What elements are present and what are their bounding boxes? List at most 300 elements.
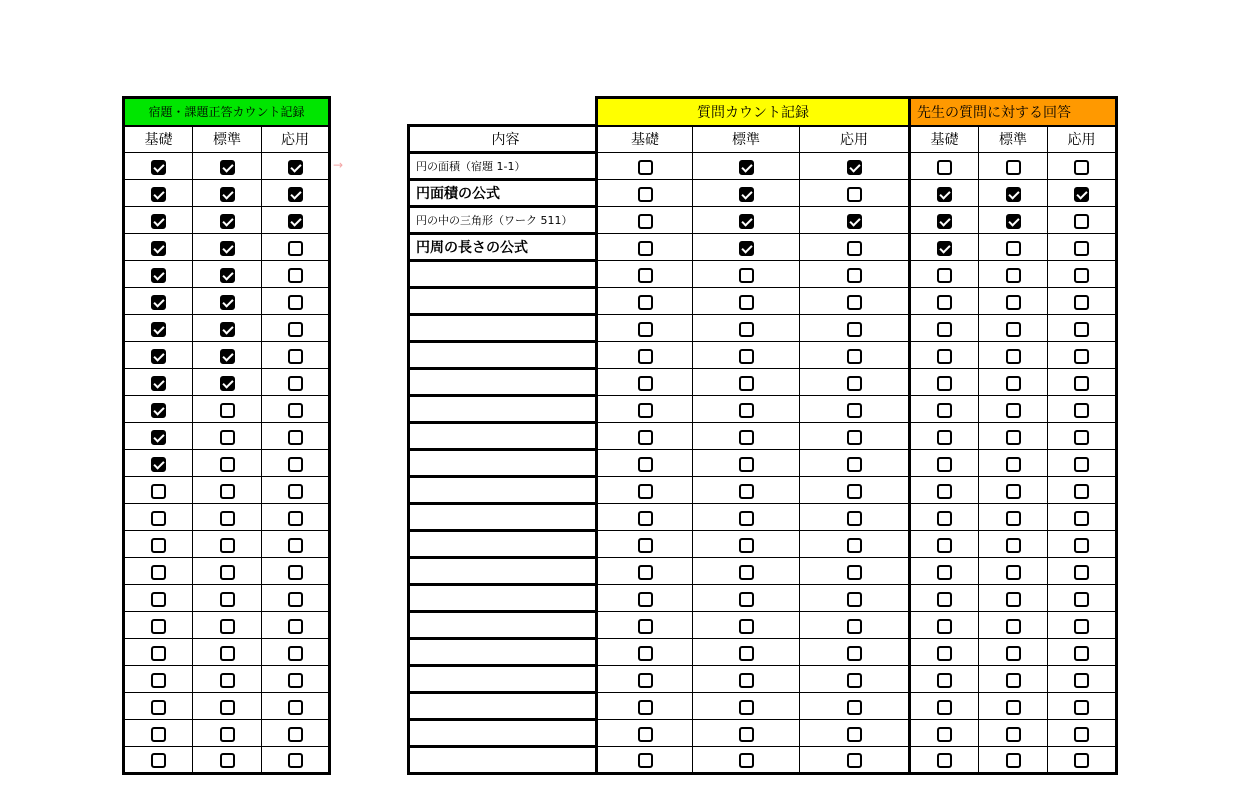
answer-applied-checkbox[interactable] [1074, 511, 1089, 526]
content-cell[interactable] [409, 558, 597, 585]
checkbox-cell [693, 261, 800, 288]
question-standard-checkbox[interactable] [739, 457, 754, 472]
question-basic-checkbox[interactable] [638, 430, 653, 445]
homework-applied-checkbox[interactable] [288, 484, 303, 499]
question-applied-checkbox[interactable] [847, 538, 862, 553]
content-cell[interactable] [409, 450, 597, 477]
homework-basic-checkbox[interactable] [151, 619, 166, 634]
question-applied-checkbox[interactable] [847, 511, 862, 526]
content-cell[interactable] [409, 288, 597, 315]
homework-applied-checkbox[interactable] [288, 187, 303, 202]
homework-standard-checkbox[interactable] [220, 241, 235, 256]
question-applied-checkbox[interactable] [847, 430, 862, 445]
answer-applied-checkbox[interactable] [1074, 727, 1089, 742]
question-basic-checkbox[interactable] [638, 484, 653, 499]
answer-basic-checkbox[interactable] [937, 565, 952, 580]
homework-applied-checkbox[interactable] [288, 592, 303, 607]
question-applied-checkbox[interactable] [847, 753, 862, 768]
checkbox-cell [597, 342, 693, 369]
answer-standard-checkbox[interactable] [1006, 160, 1021, 175]
answer-applied-checkbox[interactable] [1074, 187, 1089, 202]
checkbox-cell [693, 558, 800, 585]
content-cell[interactable]: 円の中の三角形（ワーク 511） [409, 207, 597, 234]
checkbox-cell [193, 693, 262, 720]
header-applied: 応用 [262, 126, 330, 153]
question-basic-checkbox[interactable] [638, 322, 653, 337]
question-basic-checkbox[interactable] [638, 187, 653, 202]
question-standard-checkbox[interactable] [739, 268, 754, 283]
answer-basic-checkbox[interactable] [937, 187, 952, 202]
question-basic-checkbox[interactable] [638, 673, 653, 688]
content-cell[interactable] [409, 639, 597, 666]
homework-applied-checkbox[interactable] [288, 565, 303, 580]
question-standard-checkbox[interactable] [739, 376, 754, 391]
checkbox-cell [979, 531, 1048, 558]
homework-applied-checkbox[interactable] [288, 268, 303, 283]
question-basic-checkbox[interactable] [638, 268, 653, 283]
question-basic-checkbox[interactable] [638, 565, 653, 580]
answer-basic-checkbox[interactable] [937, 160, 952, 175]
answer-applied-checkbox[interactable] [1074, 349, 1089, 364]
checkbox-cell [979, 288, 1048, 315]
checkbox-cell [800, 234, 910, 261]
homework-applied-checkbox[interactable] [288, 430, 303, 445]
question-standard-checkbox[interactable] [739, 511, 754, 526]
answer-basic-checkbox[interactable] [937, 241, 952, 256]
answer-standard-checkbox[interactable] [1006, 295, 1021, 310]
homework-standard-checkbox[interactable] [220, 457, 235, 472]
question-standard-checkbox[interactable] [739, 187, 754, 202]
checkbox-cell [910, 639, 979, 666]
homework-applied-checkbox[interactable] [288, 160, 303, 175]
homework-basic-checkbox[interactable] [151, 403, 166, 418]
homework-applied-checkbox[interactable] [288, 214, 303, 229]
answer-standard-checkbox[interactable] [1006, 187, 1021, 202]
checkbox-cell [597, 639, 693, 666]
checkbox-cell [693, 720, 800, 747]
homework-basic-checkbox[interactable] [151, 673, 166, 688]
homework-basic-checkbox[interactable] [151, 565, 166, 580]
question-applied-checkbox[interactable] [847, 700, 862, 715]
question-standard-checkbox[interactable] [739, 565, 754, 580]
homework-applied-checkbox[interactable] [288, 673, 303, 688]
answer-basic-checkbox[interactable] [937, 322, 952, 337]
checkbox-cell [1048, 531, 1117, 558]
question-applied-checkbox[interactable] [847, 322, 862, 337]
homework-basic-checkbox[interactable] [151, 592, 166, 607]
answer-basic-checkbox[interactable] [937, 753, 952, 768]
answer-basic-checkbox[interactable] [937, 457, 952, 472]
answer-basic-checkbox[interactable] [937, 538, 952, 553]
homework-basic-checkbox[interactable] [151, 241, 166, 256]
table-row [409, 261, 1117, 288]
question-standard-checkbox[interactable] [739, 646, 754, 661]
homework-standard-checkbox[interactable] [220, 322, 235, 337]
question-applied-checkbox[interactable] [847, 457, 862, 472]
table-row [124, 315, 330, 342]
answer-applied-checkbox[interactable] [1074, 700, 1089, 715]
content-cell[interactable] [409, 396, 597, 423]
question-applied-checkbox[interactable] [847, 565, 862, 580]
homework-basic-checkbox[interactable] [151, 214, 166, 229]
content-cell[interactable] [409, 747, 597, 774]
question-standard-checkbox[interactable] [739, 403, 754, 418]
checkbox-cell [124, 207, 193, 234]
homework-standard-checkbox[interactable] [220, 160, 235, 175]
checkbox-cell [1048, 666, 1117, 693]
question-applied-checkbox[interactable] [847, 646, 862, 661]
homework-standard-checkbox[interactable] [220, 646, 235, 661]
checkbox-cell [979, 693, 1048, 720]
table-row [409, 288, 1117, 315]
checkbox-cell [1048, 639, 1117, 666]
question-standard-checkbox[interactable] [739, 295, 754, 310]
homework-basic-checkbox[interactable] [151, 376, 166, 391]
table-row [409, 639, 1117, 666]
homework-basic-checkbox[interactable] [151, 538, 166, 553]
homework-standard-checkbox[interactable] [220, 673, 235, 688]
content-cell[interactable] [409, 369, 597, 396]
homework-applied-checkbox[interactable] [288, 727, 303, 742]
answer-applied-checkbox[interactable] [1074, 376, 1089, 391]
checkbox-cell [193, 342, 262, 369]
homework-applied-checkbox[interactable] [288, 538, 303, 553]
table-row [409, 720, 1117, 747]
question-basic-checkbox[interactable] [638, 727, 653, 742]
checkbox-cell [693, 585, 800, 612]
answer-standard-checkbox[interactable] [1006, 322, 1021, 337]
table-row [409, 369, 1117, 396]
homework-standard-checkbox[interactable] [220, 214, 235, 229]
checkbox-cell [910, 747, 979, 774]
content-cell[interactable] [409, 423, 597, 450]
answer-applied-checkbox[interactable] [1074, 565, 1089, 580]
question-standard-checkbox[interactable] [739, 349, 754, 364]
checkbox-cell [597, 558, 693, 585]
question-basic-checkbox[interactable] [638, 403, 653, 418]
question-applied-checkbox[interactable] [847, 241, 862, 256]
homework-applied-checkbox[interactable] [288, 403, 303, 418]
question-standard-checkbox[interactable] [739, 430, 754, 445]
content-cell[interactable] [409, 693, 597, 720]
homework-basic-checkbox[interactable] [151, 322, 166, 337]
question-applied-checkbox[interactable] [847, 619, 862, 634]
homework-standard-checkbox[interactable] [220, 511, 235, 526]
checkbox-cell [193, 585, 262, 612]
question-basic-checkbox[interactable] [638, 592, 653, 607]
answer-basic-checkbox[interactable] [937, 727, 952, 742]
table-row [409, 207, 1117, 234]
a-header-standard: 標準 [979, 126, 1048, 153]
checkbox-cell [800, 261, 910, 288]
answer-standard-checkbox[interactable] [1006, 430, 1021, 445]
answer-standard-checkbox[interactable] [1006, 646, 1021, 661]
question-standard-checkbox[interactable] [739, 673, 754, 688]
content-cell[interactable] [409, 666, 597, 693]
question-basic-checkbox[interactable] [638, 511, 653, 526]
answer-standard-checkbox[interactable] [1006, 349, 1021, 364]
question-basic-checkbox[interactable] [638, 241, 653, 256]
checkbox-cell [693, 396, 800, 423]
answer-applied-checkbox[interactable] [1074, 673, 1089, 688]
homework-standard-checkbox[interactable] [220, 619, 235, 634]
homework-applied-checkbox[interactable] [288, 511, 303, 526]
answer-applied-checkbox[interactable] [1074, 160, 1089, 175]
checkbox-cell [979, 180, 1048, 207]
content-cell[interactable] [409, 342, 597, 369]
question-basic-checkbox[interactable] [638, 457, 653, 472]
checkbox-cell [597, 261, 693, 288]
homework-basic-checkbox[interactable] [151, 268, 166, 283]
checkbox-cell [262, 396, 330, 423]
checkbox-cell [124, 315, 193, 342]
question-standard-checkbox[interactable] [739, 322, 754, 337]
answer-basic-checkbox[interactable] [937, 430, 952, 445]
answer-basic-checkbox[interactable] [937, 619, 952, 634]
answer-basic-checkbox[interactable] [937, 646, 952, 661]
table-row [124, 450, 330, 477]
checkbox-cell [262, 288, 330, 315]
question-basic-checkbox[interactable] [638, 538, 653, 553]
homework-standard-checkbox[interactable] [220, 484, 235, 499]
content-cell[interactable] [409, 477, 597, 504]
homework-basic-checkbox[interactable] [151, 484, 166, 499]
content-cell[interactable]: 円の面積（宿題 1-1） [409, 153, 597, 180]
homework-applied-checkbox[interactable] [288, 457, 303, 472]
question-basic-checkbox[interactable] [638, 349, 653, 364]
question-applied-checkbox[interactable] [847, 727, 862, 742]
checkbox-cell [979, 153, 1048, 180]
question-standard-checkbox[interactable] [739, 619, 754, 634]
homework-applied-checkbox[interactable] [288, 241, 303, 256]
answer-standard-checkbox[interactable] [1006, 538, 1021, 553]
table-row [124, 558, 330, 585]
homework-standard-checkbox[interactable] [220, 376, 235, 391]
answer-basic-checkbox[interactable] [937, 214, 952, 229]
content-cell[interactable] [409, 531, 597, 558]
answer-standard-checkbox[interactable] [1006, 700, 1021, 715]
question-standard-checkbox[interactable] [739, 160, 754, 175]
answer-applied-checkbox[interactable] [1074, 430, 1089, 445]
question-applied-checkbox[interactable] [847, 403, 862, 418]
content-cell[interactable] [409, 315, 597, 342]
checkbox-cell [193, 477, 262, 504]
content-cell[interactable] [409, 720, 597, 747]
question-basic-checkbox[interactable] [638, 160, 653, 175]
content-cell[interactable] [409, 504, 597, 531]
answer-standard-checkbox[interactable] [1006, 619, 1021, 634]
checkbox-cell [124, 720, 193, 747]
homework-standard-checkbox[interactable] [220, 295, 235, 310]
checkbox-cell [1048, 207, 1117, 234]
homework-standard-checkbox[interactable] [220, 565, 235, 580]
answer-standard-checkbox[interactable] [1006, 484, 1021, 499]
homework-basic-checkbox[interactable] [151, 160, 166, 175]
homework-standard-checkbox[interactable] [220, 753, 235, 768]
answer-standard-checkbox[interactable] [1006, 673, 1021, 688]
answer-applied-checkbox[interactable] [1074, 295, 1089, 310]
question-basic-checkbox[interactable] [638, 646, 653, 661]
answer-standard-checkbox[interactable] [1006, 403, 1021, 418]
answer-applied-checkbox[interactable] [1074, 592, 1089, 607]
homework-applied-checkbox[interactable] [288, 619, 303, 634]
checkbox-cell [193, 450, 262, 477]
checkbox-cell [800, 450, 910, 477]
homework-basic-checkbox[interactable] [151, 511, 166, 526]
answer-standard-checkbox[interactable] [1006, 268, 1021, 283]
answer-standard-checkbox[interactable] [1006, 753, 1021, 768]
homework-applied-checkbox[interactable] [288, 753, 303, 768]
answer-applied-checkbox[interactable] [1074, 457, 1089, 472]
content-cell[interactable] [409, 612, 597, 639]
question-basic-checkbox[interactable] [638, 753, 653, 768]
checkbox-cell [597, 477, 693, 504]
homework-basic-checkbox[interactable] [151, 295, 166, 310]
homework-applied-checkbox[interactable] [288, 646, 303, 661]
a-header-basic: 基礎 [910, 126, 979, 153]
question-basic-checkbox[interactable] [638, 295, 653, 310]
checkbox-cell [597, 207, 693, 234]
checkbox-cell [910, 666, 979, 693]
question-standard-checkbox[interactable] [739, 538, 754, 553]
answer-basic-checkbox[interactable] [937, 349, 952, 364]
homework-standard-checkbox[interactable] [220, 592, 235, 607]
checkbox-cell [910, 450, 979, 477]
homework-basic-checkbox[interactable] [151, 349, 166, 364]
answer-applied-checkbox[interactable] [1074, 538, 1089, 553]
question-applied-checkbox[interactable] [847, 673, 862, 688]
answer-applied-checkbox[interactable] [1074, 214, 1089, 229]
checkbox-cell [979, 558, 1048, 585]
checkbox-cell [124, 423, 193, 450]
question-standard-checkbox[interactable] [739, 753, 754, 768]
homework-standard-checkbox[interactable] [220, 538, 235, 553]
checkbox-cell [597, 450, 693, 477]
checkbox-cell [597, 531, 693, 558]
checkbox-cell [800, 531, 910, 558]
checkbox-cell [597, 585, 693, 612]
homework-basic-checkbox[interactable] [151, 187, 166, 202]
answer-basic-checkbox[interactable] [937, 403, 952, 418]
question-applied-checkbox[interactable] [847, 187, 862, 202]
table-row [124, 207, 330, 234]
checkbox-cell [800, 180, 910, 207]
table-row [409, 558, 1117, 585]
answer-applied-checkbox[interactable] [1074, 484, 1089, 499]
homework-standard-checkbox[interactable] [220, 403, 235, 418]
answer-applied-checkbox[interactable] [1074, 241, 1089, 256]
homework-standard-checkbox[interactable] [220, 727, 235, 742]
answer-basic-checkbox[interactable] [937, 700, 952, 715]
question-applied-checkbox[interactable] [847, 592, 862, 607]
question-applied-checkbox[interactable] [847, 160, 862, 175]
answer-standard-checkbox[interactable] [1006, 457, 1021, 472]
question-applied-checkbox[interactable] [847, 214, 862, 229]
checkbox-cell [262, 612, 330, 639]
question-standard-checkbox[interactable] [739, 484, 754, 499]
header-basic: 基礎 [124, 126, 193, 153]
question-applied-checkbox[interactable] [847, 295, 862, 310]
answer-standard-checkbox[interactable] [1006, 727, 1021, 742]
answer-standard-checkbox[interactable] [1006, 511, 1021, 526]
question-basic-checkbox[interactable] [638, 214, 653, 229]
homework-applied-checkbox[interactable] [288, 322, 303, 337]
homework-basic-checkbox[interactable] [151, 753, 166, 768]
checkbox-cell [800, 477, 910, 504]
answer-basic-checkbox[interactable] [937, 268, 952, 283]
homework-basic-checkbox[interactable] [151, 457, 166, 472]
homework-basic-checkbox[interactable] [151, 646, 166, 661]
answer-basic-checkbox[interactable] [937, 376, 952, 391]
answer-applied-checkbox[interactable] [1074, 753, 1089, 768]
homework-applied-checkbox[interactable] [288, 295, 303, 310]
question-standard-checkbox[interactable] [739, 241, 754, 256]
checkbox-cell [597, 180, 693, 207]
answer-applied-checkbox[interactable] [1074, 322, 1089, 337]
question-basic-checkbox[interactable] [638, 619, 653, 634]
homework-standard-checkbox[interactable] [220, 187, 235, 202]
checkbox-cell [800, 207, 910, 234]
answer-standard-checkbox[interactable] [1006, 376, 1021, 391]
content-cell[interactable] [409, 261, 597, 288]
homework-standard-checkbox[interactable] [220, 349, 235, 364]
question-standard-checkbox[interactable] [739, 592, 754, 607]
homework-basic-checkbox[interactable] [151, 727, 166, 742]
homework-applied-checkbox[interactable] [288, 349, 303, 364]
answer-basic-checkbox[interactable] [937, 592, 952, 607]
question-applied-checkbox[interactable] [847, 268, 862, 283]
answer-basic-checkbox[interactable] [937, 673, 952, 688]
content-cell[interactable]: 円周の長さの公式 [409, 234, 597, 261]
q-header-standard: 標準 [693, 126, 800, 153]
homework-standard-checkbox[interactable] [220, 430, 235, 445]
checkbox-cell [800, 612, 910, 639]
answer-basic-checkbox[interactable] [937, 295, 952, 310]
answer-standard-checkbox[interactable] [1006, 592, 1021, 607]
checkbox-cell [910, 288, 979, 315]
answer-applied-checkbox[interactable] [1074, 268, 1089, 283]
question-basic-checkbox[interactable] [638, 376, 653, 391]
answer-applied-checkbox[interactable] [1074, 619, 1089, 634]
homework-applied-checkbox[interactable] [288, 700, 303, 715]
answer-basic-checkbox[interactable] [937, 484, 952, 499]
checkbox-cell [1048, 153, 1117, 180]
answer-applied-checkbox[interactable] [1074, 403, 1089, 418]
checkbox-cell [262, 504, 330, 531]
table-row [124, 504, 330, 531]
question-applied-checkbox[interactable] [847, 376, 862, 391]
question-standard-checkbox[interactable] [739, 727, 754, 742]
answer-standard-checkbox[interactable] [1006, 241, 1021, 256]
content-cell[interactable]: 円面積の公式 [409, 180, 597, 207]
checkbox-cell [693, 180, 800, 207]
answer-standard-checkbox[interactable] [1006, 214, 1021, 229]
content-cell[interactable] [409, 585, 597, 612]
question-standard-checkbox[interactable] [739, 700, 754, 715]
question-basic-checkbox[interactable] [638, 700, 653, 715]
question-standard-checkbox[interactable] [739, 214, 754, 229]
homework-standard-checkbox[interactable] [220, 268, 235, 283]
question-applied-checkbox[interactable] [847, 349, 862, 364]
homework-applied-checkbox[interactable] [288, 376, 303, 391]
homework-basic-checkbox[interactable] [151, 700, 166, 715]
answer-basic-checkbox[interactable] [937, 511, 952, 526]
answer-applied-checkbox[interactable] [1074, 646, 1089, 661]
question-applied-checkbox[interactable] [847, 484, 862, 499]
homework-standard-checkbox[interactable] [220, 700, 235, 715]
answer-standard-checkbox[interactable] [1006, 565, 1021, 580]
homework-basic-checkbox[interactable] [151, 430, 166, 445]
